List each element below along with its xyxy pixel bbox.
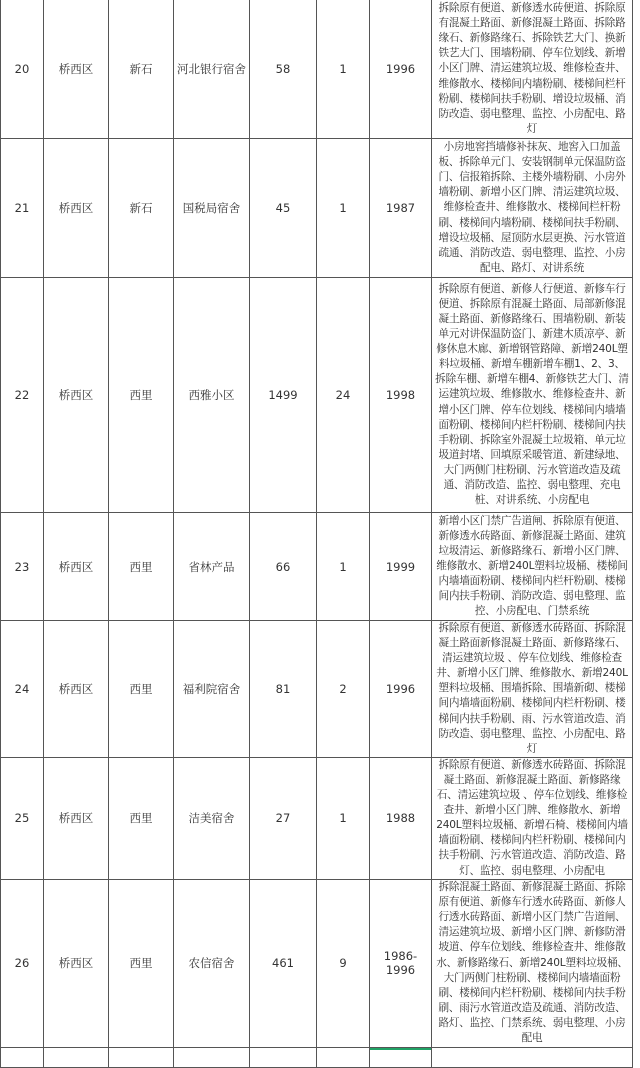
cell-buildings[interactable]: 1 [317,757,370,879]
cell-empty[interactable] [432,1047,633,1067]
cell-buildings[interactable]: 9 [317,879,370,1047]
cell-street[interactable]: 西里 [109,757,174,879]
cell-renovation-content[interactable]: 新增小区门禁广告道闸、拆除原有便道、新修透水砖路面、新修混凝土路面、建筑垃圾清运、新修路缘石、新增小区门牌、维修散水、新增240L塑料垃圾桶、楼梯间内墙墙面粉刷、楼梯间内栏杆粉刷、楼梯间内扶手粉刷、消防改造、弱电整理、监控、小房配电、门禁系统 [432,513,633,621]
cell-street[interactable]: 西里 [109,278,174,513]
table-row [1,879,633,1047]
cell-empty[interactable] [317,1047,370,1067]
cell-community-name[interactable]: 洁美宿舍 [174,757,250,879]
cell-street[interactable]: 西里 [109,621,174,758]
cell-households[interactable]: 1499 [250,278,317,513]
cell-renovation-content[interactable]: 拆除混凝土路面、新修混凝土路面、拆除原有便道、新修车行透水砖路面、新修人行透水砖路面、新增小区门禁广告道闸、清运建筑垃圾、新增小区门牌、新修防滑坡道、停车位划线、维修检查井、维修散水、新修路缘石、新增240L塑料垃圾桶、大门两侧门柱粉刷、楼梯间内墙墙面粉刷、楼梯间内栏杆粉刷、楼梯间内扶手粉刷、雨污水管道改造及疏通、消防改造、路灯、监控、门禁系统、弱电整理、小房配电 [432,879,633,1047]
cell-renovation-content[interactable]: 拆除原有便道、新修透水砖路面、拆除混凝土路面、新修混凝土路面、新修路缘石、清运建筑垃圾 、停车位划线、维修检查井、新增小区门牌、维修散水、新增240L塑料垃圾桶、新增石椅、楼梯间内墙墙面粉刷、楼梯间内栏杆粉刷、楼梯间内扶手粉刷、污水管道改造、消防改造、路灯、监控、弱电整理、小房配电 [432,757,633,879]
cell-year[interactable]: 1996 [370,621,432,758]
cell-year[interactable]: 1996 [370,0,432,139]
table-row [1,513,633,621]
cell-street[interactable]: 西里 [109,879,174,1047]
cell-no[interactable]: 21 [1,139,44,278]
cell-renovation-content[interactable]: 拆除原有便道、新修透水砖路面、拆除混凝土路面新修混凝土路面、新修路缘石、清运建筑垃圾 、停车位划线、维修检查井、新增小区门牌、维修散水、新增240L塑料垃圾桶、围墙拆除、围墙新砌、楼梯间内墙墙面粉刷、楼梯间内栏杆粉刷、楼梯间内扶手粉刷、雨、污水管道改造、消防改造、弱电整理、监控、小房配电、路灯 [432,621,633,758]
cell-empty[interactable] [109,1047,174,1067]
cell-buildings[interactable]: 2 [317,621,370,758]
cell-year[interactable]: 1998 [370,278,432,513]
cell-street[interactable]: 新石 [109,139,174,278]
cell-no[interactable]: 25 [1,757,44,879]
cell-no[interactable]: 26 [1,879,44,1047]
table-row-partial [1,1047,633,1067]
table-row [1,0,633,139]
cell-empty[interactable] [250,1047,317,1067]
cell-district[interactable]: 桥西区 [44,757,109,879]
selected-cell[interactable] [370,1047,432,1067]
cell-buildings[interactable]: 1 [317,0,370,139]
cell-district[interactable]: 桥西区 [44,0,109,139]
cell-households[interactable]: 45 [250,139,317,278]
cell-district[interactable]: 桥西区 [44,513,109,621]
table-row [1,139,633,278]
cell-buildings[interactable]: 1 [317,139,370,278]
cell-year[interactable]: 1988 [370,757,432,879]
cell-empty[interactable] [174,1047,250,1067]
cell-renovation-content[interactable]: 拆除原有便道、新修透水砖便道、拆除原有混凝土路面、新修混凝土路面、拆除路缘石、新修路缘石、拆除铁艺大门、换新铁艺大门、围墙粉刷、停车位划线、新增小区门牌、清运建筑垃圾、维修检查井、维修散水、楼梯间内墙粉刷、楼梯间栏杆粉刷、楼梯间扶手粉刷、增设垃圾桶、消防改造、弱电整理、监控、小房配电、路灯 [432,0,633,139]
cell-no[interactable]: 24 [1,621,44,758]
cell-year[interactable]: 1999 [370,513,432,621]
table-row [1,621,633,758]
cell-households[interactable]: 27 [250,757,317,879]
cell-buildings[interactable]: 1 [317,513,370,621]
cell-district[interactable]: 桥西区 [44,879,109,1047]
cell-no[interactable]: 20 [1,0,44,139]
cell-community-name[interactable]: 西雅小区 [174,278,250,513]
cell-community-name[interactable]: 福利院宿舍 [174,621,250,758]
cell-street[interactable]: 新石 [109,0,174,139]
cell-empty[interactable] [1,1047,44,1067]
cell-district[interactable]: 桥西区 [44,278,109,513]
cell-households[interactable]: 66 [250,513,317,621]
cell-community-name[interactable]: 河北银行宿舍 [174,0,250,139]
cell-no[interactable]: 22 [1,278,44,513]
cell-year[interactable]: 1987 [370,139,432,278]
cell-households[interactable]: 81 [250,621,317,758]
cell-year[interactable]: 1986-1996 [370,879,432,1047]
table-row [1,757,633,879]
table-row [1,278,633,513]
cell-buildings[interactable]: 24 [317,278,370,513]
cell-renovation-content[interactable]: 小房地窖挡墙修补抹灰、地窖入口加盖板、拆除单元门、安装钢制单元保温防盗门、信报箱拆除、主楼外墙粉刷、小房外墙粉刷、新增小区门牌、清运建筑垃圾、维修检查井、维修散水、楼梯间栏杆粉刷、楼梯间内墙粉刷、楼梯间扶手粉刷、增设垃圾桶、屋顶防水层更换、污水管道疏通、消防改造、弱电整理、监控、小房配电、路灯、对讲系统 [432,139,633,278]
cell-households[interactable]: 58 [250,0,317,139]
cell-community-name[interactable]: 农信宿舍 [174,879,250,1047]
cell-community-name[interactable]: 国税局宿舍 [174,139,250,278]
cell-renovation-content[interactable]: 拆除原有便道、新修人行便道、新修车行便道、拆除原有混凝土路面、局部新修混凝土路面、新修路缘石、围墙粉刷、新装单元对讲保温防盗门、新建木质凉亭、新修休息木廊、新增钢管路障、新增240L塑料垃圾桶、新增车棚新增车棚1、2、3、拆除车棚、新增车棚4、新修铁艺大门、清运建筑垃圾、维修散水、维修检查井、新增小区门牌、停车位划线、楼梯间内墙墙面粉刷、楼梯间内栏杆粉刷、楼梯间内扶手粉刷、拆除室外混凝土垃圾箱、单元垃圾道封堵、回填原采暖管道、新建绿地、大门两侧门柱粉刷、污水管道改造及疏通、消防改造、监控、弱电整理、充电桩、对讲系统、小房配电 [432,278,633,513]
cell-district[interactable]: 桥西区 [44,139,109,278]
cell-district[interactable]: 桥西区 [44,621,109,758]
cell-community-name[interactable]: 省林产品 [174,513,250,621]
cell-households[interactable]: 461 [250,879,317,1047]
cell-street[interactable]: 西里 [109,513,174,621]
cell-empty[interactable] [44,1047,109,1067]
cell-no[interactable]: 23 [1,513,44,621]
